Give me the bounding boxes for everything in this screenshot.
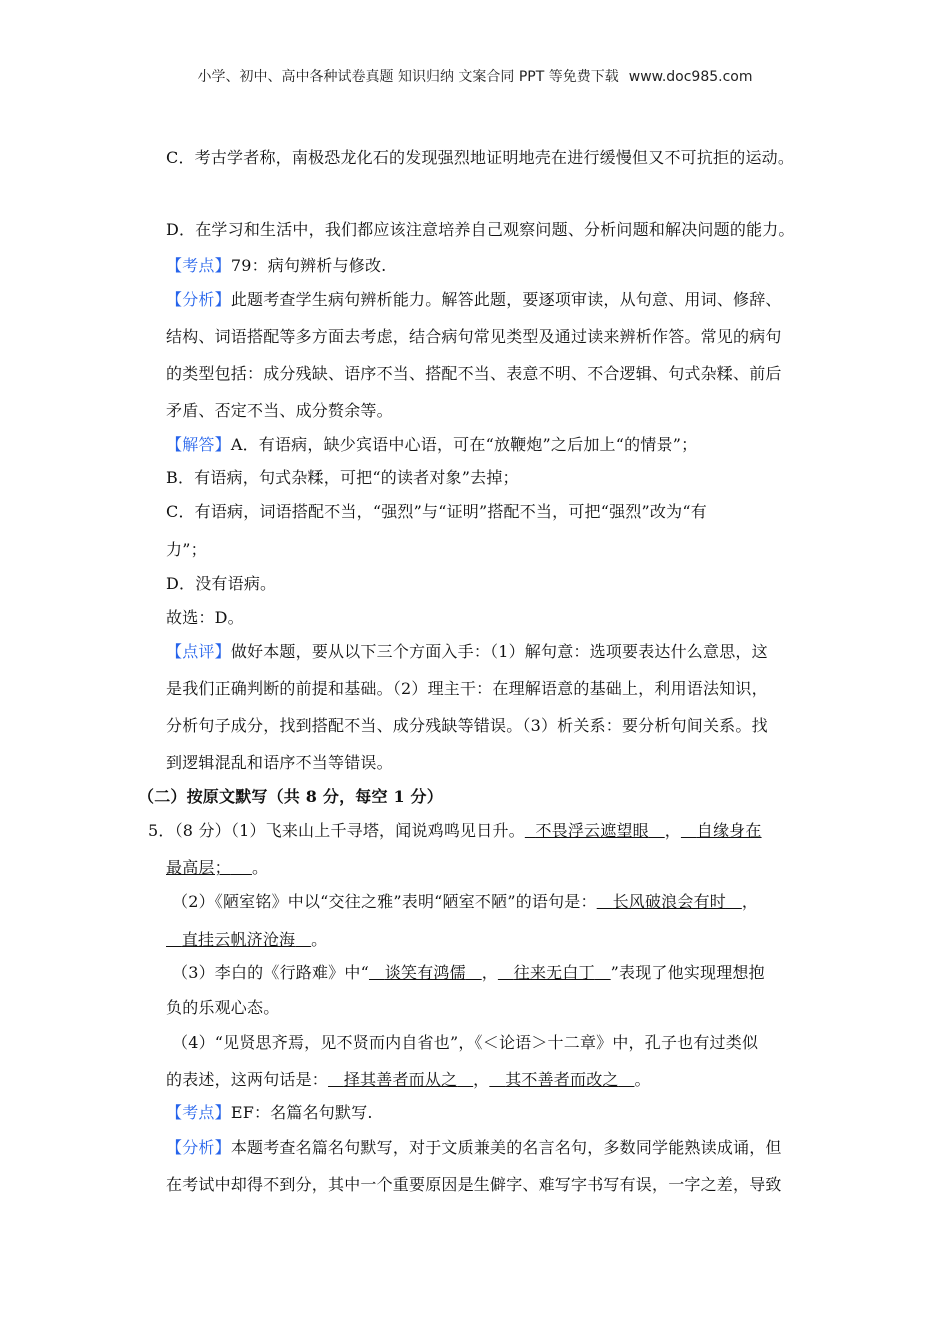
- q5-part4-line2: 的表述，这两句话是： 择其善者而从之 ， 其不善者而改之 。: [166, 1070, 651, 1089]
- q4-jieda-line-6: 故选：D。: [166, 608, 244, 627]
- q4-fenxi-line-2: 结构、词语搭配等多方面去考虑，结合病句常见类型及通过读来辨析作答。常见的病句: [166, 327, 782, 346]
- q4-dianping-line-1: [166, 642, 816, 662]
- option-c: C．考古学者称，南极恐龙化石的发现强烈地证明地壳在进行缓慢但又不可抗拒的运动。: [166, 148, 795, 167]
- q4-dianping-line-3: 分析句子成分，找到搭配不当、成分残缺等错误。（3）析关系：要分析句间关系。找: [166, 716, 768, 735]
- q4-fenxi-line-3: 的类型包括：成分残缺、语序不当、搭配不当、表意不明、不合逻辑、句式杂糅、前后: [166, 364, 782, 383]
- q5-p3-answer-1: 谈笑有鸿儒: [384, 963, 466, 982]
- q5-p3-prefix: （3）李白的《行路难》中“: [172, 963, 369, 982]
- q4-jieda-line-1: [166, 435, 816, 455]
- q4-jieda-line-5: D．没有语病。: [166, 574, 277, 593]
- q5-part1: 5．（8 分）（1）飞来山上千寻塔，闻说鸡鸣见日升。 不畏浮云遮望眼 ， 自缘身在: [148, 821, 762, 840]
- q4-fenxi-line-1: [166, 290, 816, 310]
- q5-part3-cont: 负的乐观心态。: [166, 998, 280, 1017]
- q5-part3: （3）李白的《行路难》中“ 谈笑有鸿儒 ， 往来无白丁 ”表现了他实现理想抱: [172, 963, 765, 982]
- q5-p2-answer-1: 长风破浪会有时: [612, 892, 726, 911]
- q4-jieda-line-3: C．有语病，词语搭配不当，“强烈”与“证明”搭配不当，可把“强烈”改为“有: [166, 502, 707, 521]
- fenxi-text: 本题考查名篇名句默写，对于文质兼美的名言名句，多数同学能熟读成诵，但: [230, 1138, 782, 1157]
- kaodian-tag: 【考点】: [166, 256, 231, 275]
- q5-p1-answer-1: 不畏浮云遮望眼: [535, 821, 649, 840]
- q5-fenxi-line-1: [166, 1138, 816, 1158]
- fenxi-tag: 【分析】: [166, 1138, 231, 1157]
- q5-p4-answer-1: 择其善者而从之: [343, 1070, 458, 1089]
- dianping-text: 做好本题，要从以下三个方面入手：（1）解句意：选项要表达什么意思，这: [230, 642, 768, 661]
- q5-p2-prefix: （2）《陋室铭》中以“交往之雅”表明“陋室不陋”的语句是：: [172, 892, 597, 911]
- q4-jieda-line-4: 力”；: [166, 540, 207, 559]
- jieda-text: A．有语病，缺少宾语中心语，可在“放鞭炮”之后加上“的情景”；: [230, 435, 698, 454]
- kaodian-tag: 【考点】: [166, 1103, 231, 1122]
- fenxi-text: 此题考查学生病句辨析能力。解答此题，要逐项审读，从句意、用词、修辞、: [230, 290, 782, 309]
- q4-fenxi-line-4: 矛盾、否定不当、成分赘余等。: [166, 401, 393, 420]
- option-d: D．在学习和生活中，我们都应该注意培养自己观察问题、分析问题和解决问题的能力。: [166, 220, 795, 239]
- q4-dianping-line-4: 到逻辑混乱和语序不当等错误。: [166, 753, 393, 772]
- page-header: [0, 66, 950, 86]
- q5-number: 5．: [148, 821, 175, 840]
- q5-kaodian: [166, 1103, 816, 1123]
- q5-p4-answer-2: 其不善者而改之: [505, 1070, 619, 1089]
- q4-dianping-line-2: 是我们正确判断的前提和基础。（2）理主干：在理解语意的基础上，利用语法知识，: [166, 679, 768, 698]
- q5-part1-cont: 最高层； 。: [166, 858, 269, 877]
- q5-p3-answer-2: 往来无白丁: [513, 963, 595, 982]
- fenxi-tag: 【分析】: [166, 290, 231, 309]
- q5-part2-cont: 直挂云帆济沧海 。: [166, 930, 816, 950]
- q5-p1-prefix: （1）飞来山上千寻塔，闻说鸡鸣见日升。: [230, 821, 525, 840]
- dianping-tag: 【点评】: [166, 642, 231, 661]
- header-text: 小学、初中、高中各种试卷真题 知识归纳 文案合同 PPT 等免费下载: [197, 69, 619, 85]
- q5-p2-answer-2: 直挂云帆济沧海: [181, 930, 296, 949]
- q5-score: （8 分）: [174, 821, 231, 840]
- q5-p4-prefix: 的表述，这两句话是：: [166, 1070, 329, 1089]
- q4-kaodian: [166, 256, 816, 276]
- header-url[interactable]: www.doc985.com: [628, 69, 753, 85]
- q5-p3-suffix: ”表现了他实现理想抱: [610, 963, 765, 982]
- q5-part2: （2）《陋室铭》中以“交往之雅”表明“陋室不陋”的语句是： 长风破浪会有时 ，: [172, 892, 759, 911]
- kaodian-text: 79：病句辨析与修改.: [230, 256, 387, 275]
- q5-p1-answer-2: 自缘身在: [696, 821, 762, 840]
- q5-fenxi-line-2: 在考试中却得不到分，其中一个重要原因是生僻字、难写字书写有误，一字之差，导致: [166, 1175, 782, 1194]
- section-title: （二）按原文默写（共 8 分，每空 1 分）: [138, 787, 443, 806]
- jieda-tag: 【解答】: [166, 435, 231, 454]
- q5-p1-answer-2b: 最高层；: [166, 858, 231, 877]
- kaodian-text: EF：名篇名句默写.: [230, 1103, 373, 1122]
- q4-jieda-line-2: B．有语病，句式杂糅，可把“的读者对象”去掉；: [166, 468, 519, 487]
- q5-part4-line1: （4）“见贤思齐焉，见不贤而内自省也”，《＜论语＞十二章》中，孔子也有过类似: [172, 1033, 759, 1052]
